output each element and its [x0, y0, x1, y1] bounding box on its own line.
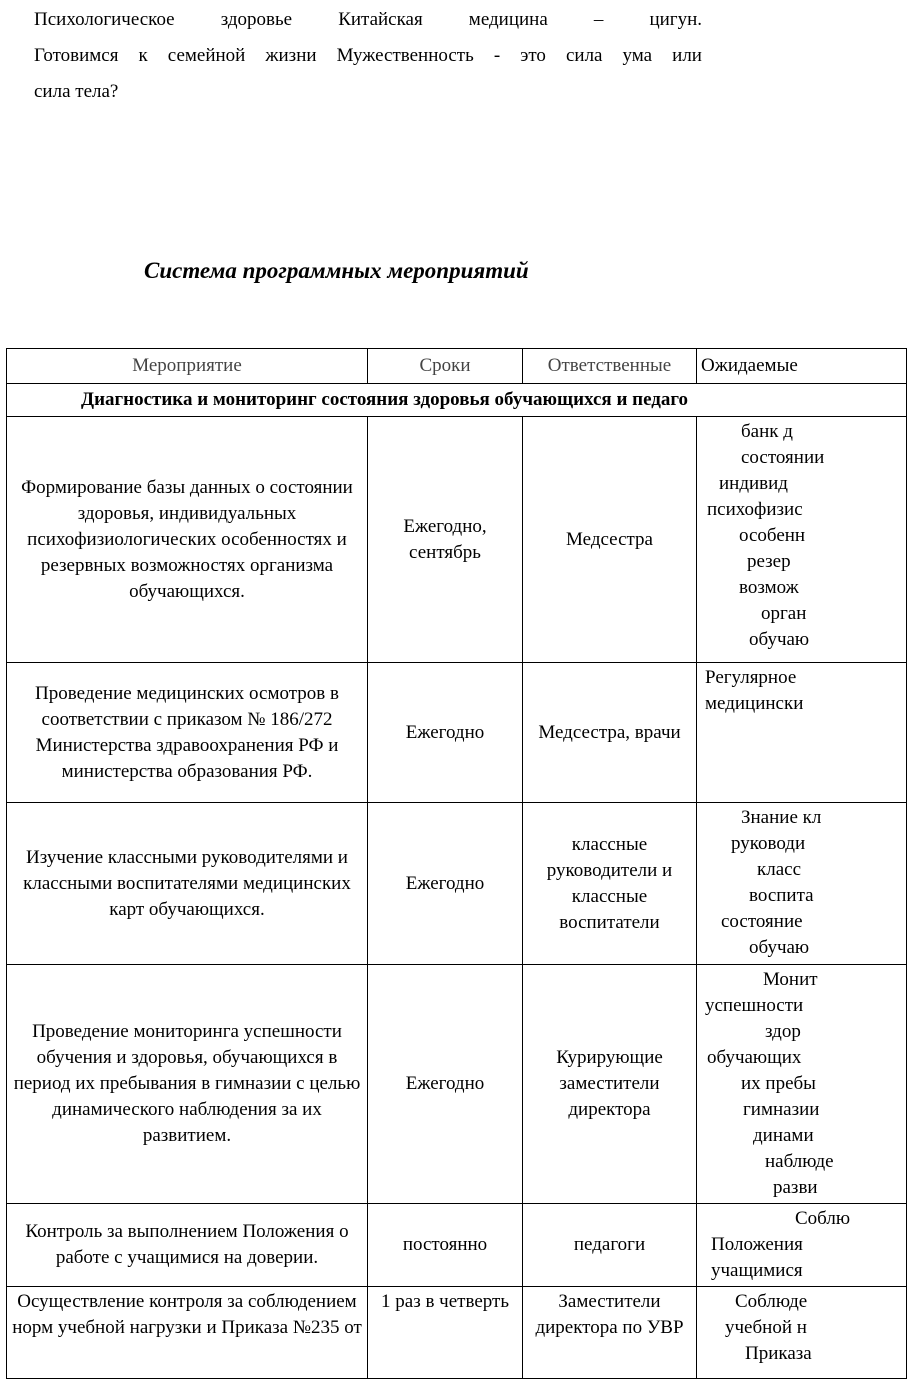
event-cell: Формирование базы данных о состоянии здоровья, индивидуальных психофизиологических особенностях и резервных возможностях организма обучающихся. [7, 417, 368, 663]
term-cell: 1 раз в четверть [368, 1287, 523, 1379]
intro-word: Психологическое [34, 9, 175, 30]
result-line: разви [773, 1177, 818, 1198]
result-line: Соблю [795, 1208, 851, 1229]
result-line: Знание кл [741, 807, 822, 828]
table-header-row [7, 349, 907, 384]
section-title: Диагностика и мониторинг состояния здоровья обучающихся и педаго [7, 384, 907, 417]
result-cell [697, 417, 907, 663]
intro-word: цигун. [649, 9, 702, 30]
responsible-cell: Заместители директора по УВР [523, 1287, 697, 1379]
responsible-cell: Курирующие заместители директора [523, 965, 697, 1204]
intro-word: Китайская [338, 9, 423, 30]
result-line: индивид [719, 473, 788, 494]
result-line: руководи [731, 833, 806, 854]
term-cell: постоянно [368, 1204, 523, 1287]
table-row [7, 1287, 907, 1379]
result-line: динами [753, 1125, 814, 1146]
event-cell: Осуществление контроля за соблюдением норм учебной нагрузки и Приказа №235 от [7, 1287, 368, 1379]
table-row [7, 663, 907, 803]
event-cell: Изучение классными руководителями и классными воспитателями медицинских карт обучающихся. [7, 803, 368, 965]
result-line: воспита [749, 885, 814, 906]
event-cell: Проведение медицинских осмотров в соответствии с приказом № 186/272 Министерства здравоохранения РФ и министерства образования РФ. [7, 663, 368, 803]
responsible-cell: педагоги [523, 1204, 697, 1287]
table-row [7, 803, 907, 965]
result-line: особенн [739, 525, 806, 546]
result-line: обучающих [707, 1047, 802, 1068]
result-line: психофизис [707, 499, 803, 520]
term-cell: Ежегодно, сентябрь [368, 417, 523, 663]
intro-word: семейной [167, 45, 246, 66]
event-cell: Контроль за выполнением Положения о работе с учащимися на доверии. [7, 1204, 368, 1287]
table-row [7, 965, 907, 1204]
result-line: класс [757, 859, 802, 880]
result-cell [697, 1204, 907, 1287]
header-term: Сроки [368, 349, 523, 384]
result-cell [697, 663, 907, 803]
result-line: возмож [739, 577, 799, 598]
event-cell: Проведение мониторинга успешности обучения и здоровья, обучающихся в период их пребывания в гимназии с целью динамического наблюдения за их развитием. [7, 965, 368, 1204]
intro-word: это [520, 45, 546, 66]
intro-word: ума [622, 45, 653, 66]
result-line: их пребы [741, 1073, 816, 1094]
program-table [6, 348, 907, 1379]
result-line: орган [761, 603, 807, 624]
result-line: Приказа [745, 1343, 812, 1364]
result-line: учащимися [711, 1260, 803, 1281]
program-table-wrapper [6, 348, 851, 1368]
responsible-cell: классные руководители и классные воспитатели [523, 803, 697, 965]
intro-word: - [493, 45, 501, 66]
intro-word: – [593, 9, 604, 30]
header-responsible: Ответственные [523, 349, 697, 384]
result-line: медицински [705, 693, 804, 714]
intro-line [34, 74, 702, 110]
result-cell [697, 803, 907, 965]
result-cell [697, 1287, 907, 1379]
term-cell: Ежегодно [368, 965, 523, 1204]
intro-word: сила [565, 45, 603, 66]
intro-word: Готовимся [34, 45, 119, 66]
table-row [7, 417, 907, 663]
term-cell: Ежегодно [368, 663, 523, 803]
intro-word: здоровье [220, 9, 293, 30]
result-line: наблюде [765, 1151, 834, 1172]
result-line: обучаю [749, 629, 810, 650]
intro-word: к [138, 45, 148, 66]
table-row [7, 1204, 907, 1287]
result-line: обучаю [749, 937, 810, 958]
result-line: состоянии [741, 447, 825, 468]
intro-line [34, 2, 702, 38]
result-line: учебной н [725, 1317, 807, 1338]
result-line: гимназии [743, 1099, 820, 1120]
result-line: здор [765, 1021, 801, 1042]
section-heading: Система программных мероприятий [144, 258, 529, 283]
result-line: резер [747, 551, 791, 572]
intro-word: или [672, 45, 702, 66]
section-row [7, 384, 907, 417]
result-line: Соблюде [735, 1291, 808, 1312]
header-expected: Ожидаемые [697, 349, 907, 384]
term-cell: Ежегодно [368, 803, 523, 965]
responsible-cell: Медсестра [523, 417, 697, 663]
result-line: Положения [711, 1234, 803, 1255]
intro-word: сила тела? [34, 81, 119, 102]
intro-line [34, 38, 702, 74]
header-event: Мероприятие [7, 349, 368, 384]
responsible-cell: Медсестра, врачи [523, 663, 697, 803]
intro-word: жизни [265, 45, 317, 66]
result-line: Монит [763, 969, 818, 990]
result-line: состояние [721, 911, 803, 932]
result-line: успешности [705, 995, 804, 1016]
intro-word: медицина [468, 9, 548, 30]
result-line: Регулярное [705, 667, 797, 688]
result-line: банк д [741, 421, 793, 442]
result-cell [697, 965, 907, 1204]
intro-word: Мужественность [336, 45, 474, 66]
intro-paragraph [34, 2, 702, 110]
